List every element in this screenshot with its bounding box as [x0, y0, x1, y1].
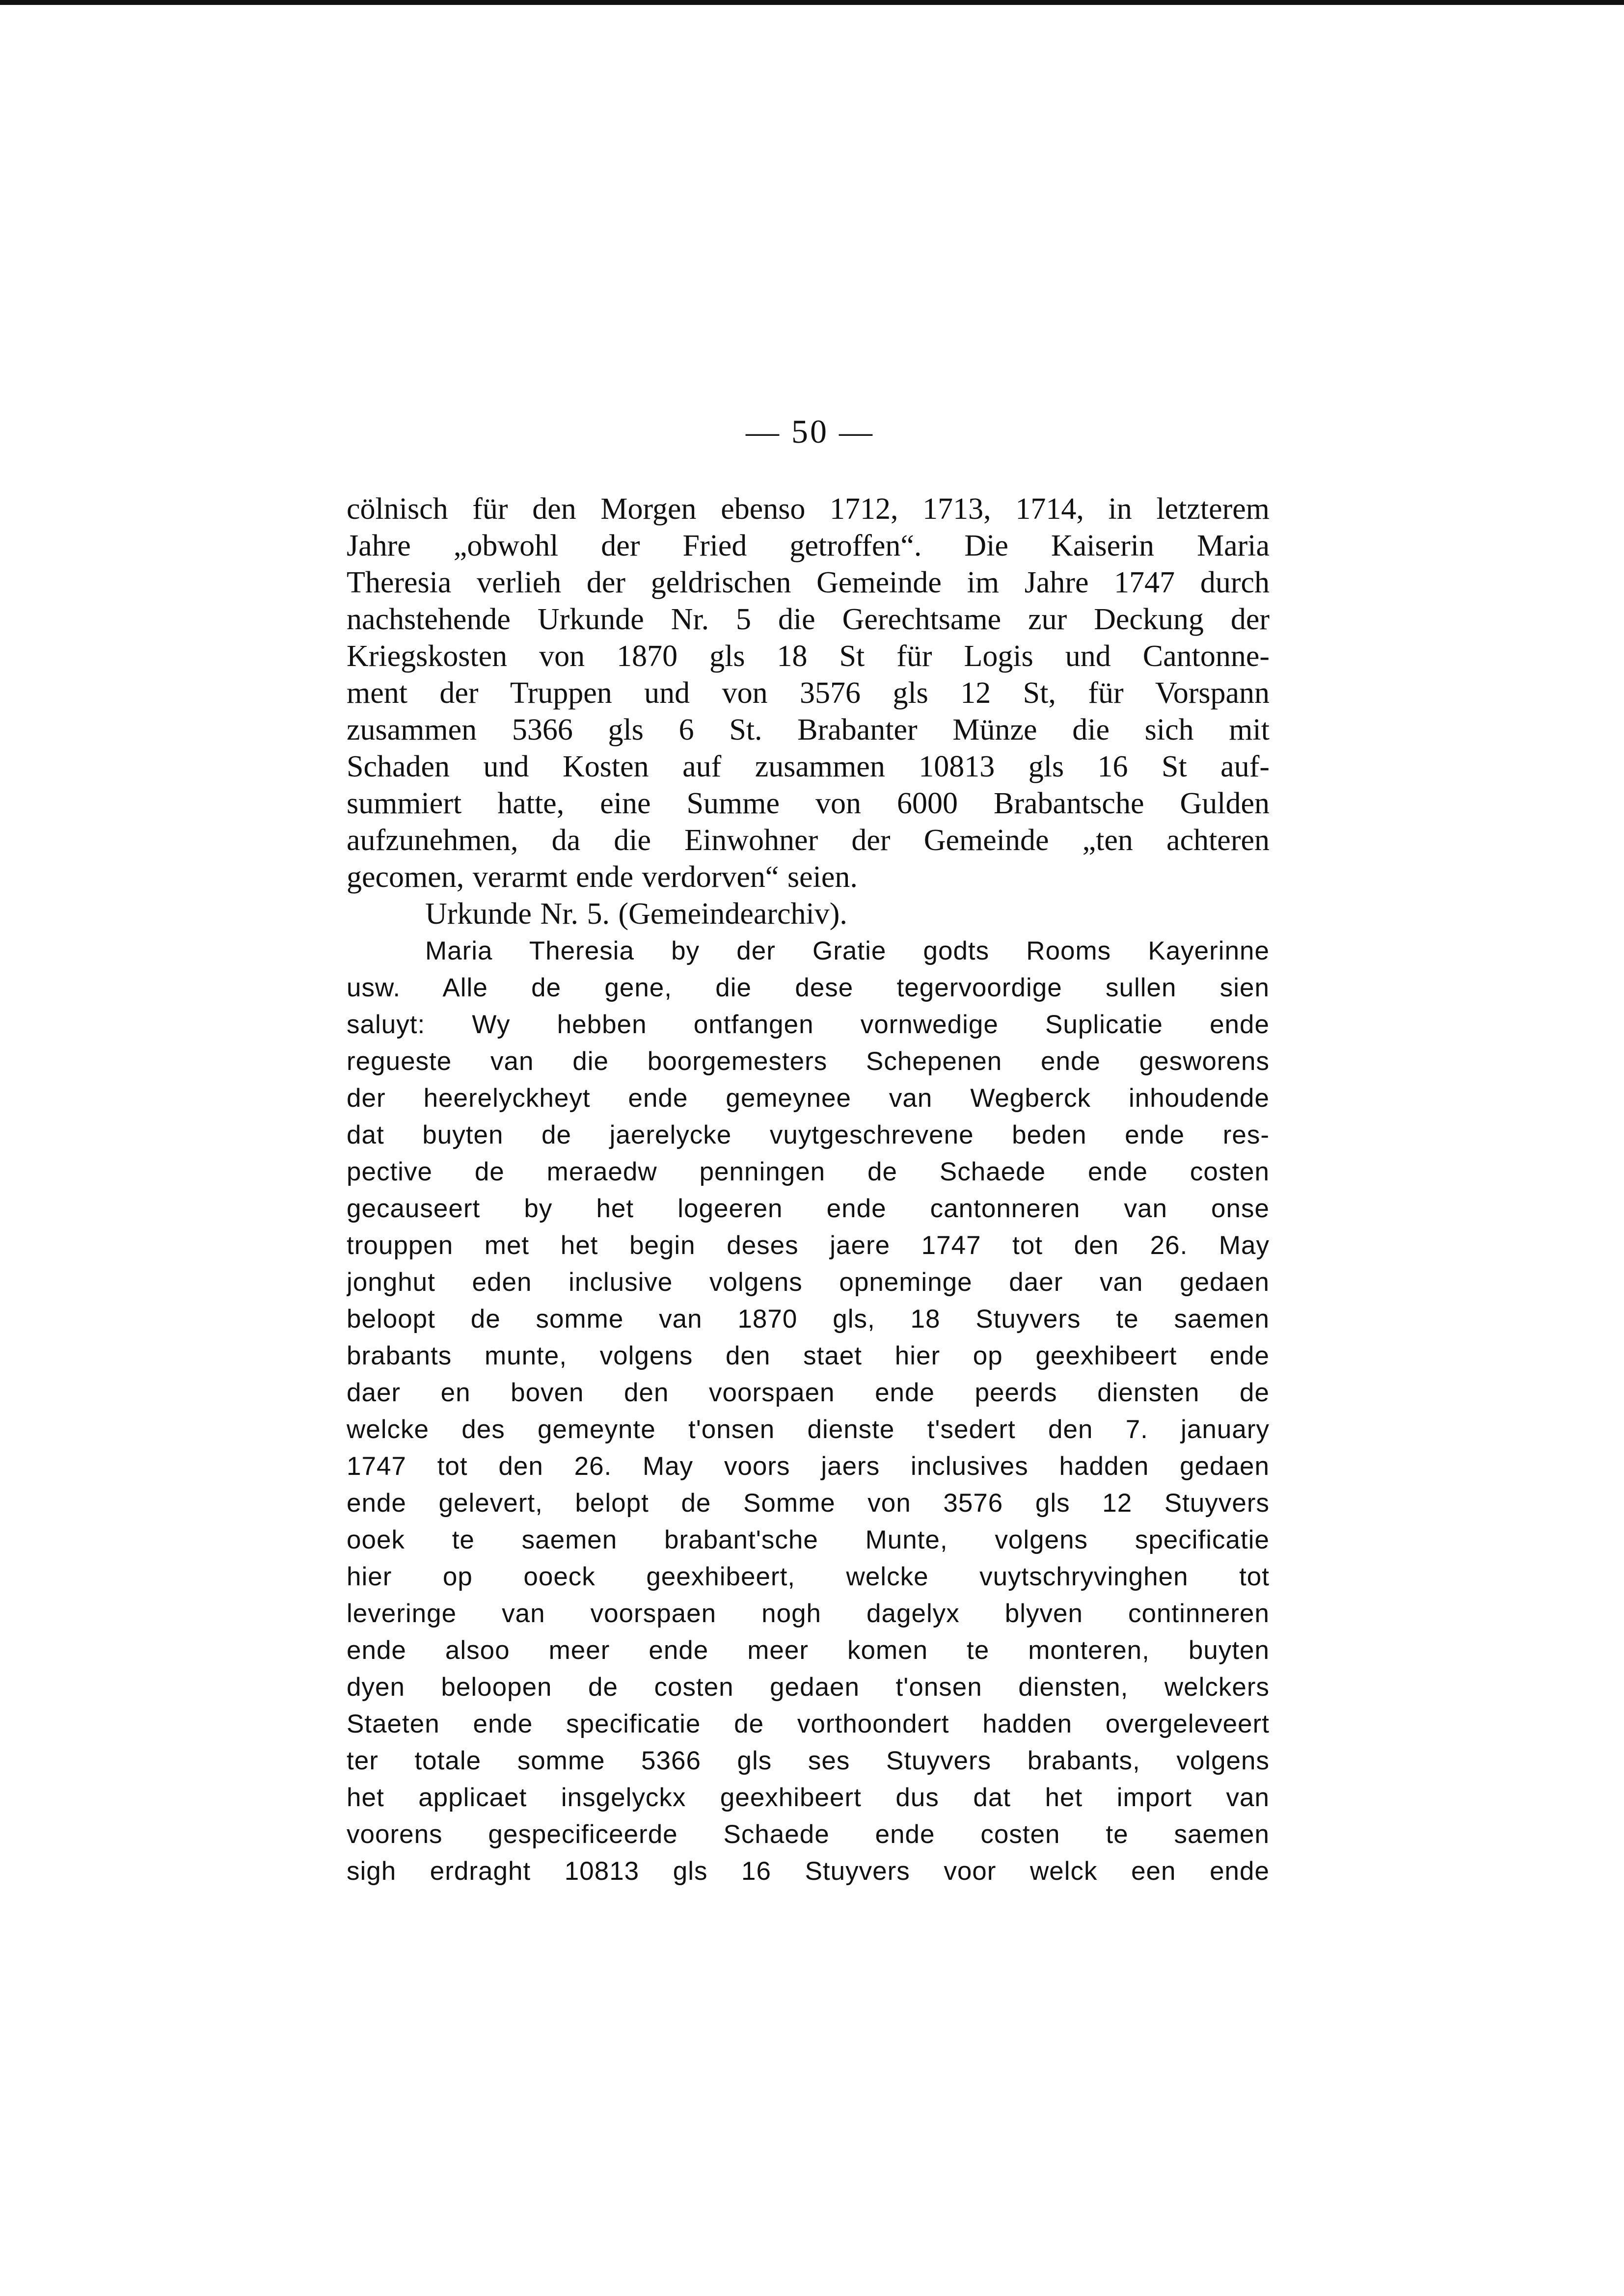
text-line: voorens gespecificeerde Schaede ende costen te saemen [347, 1820, 1270, 1849]
text-line: Kriegskosten von 1870 gls 18 St für Logis und Cantonne- [347, 640, 1270, 673]
text-line: ter totale somme 5366 gls ses Stuyvers brabants, volgens [347, 1746, 1270, 1775]
scan-top-edge [0, 0, 1624, 5]
text-line: brabants munte, volgens den staet hier op geexhibeert ende [347, 1341, 1270, 1370]
document-heading: Urkunde Nr. 5. (Gemeindearchiv). [425, 897, 847, 931]
text-line: jonghut eden inclusive volgens opneminge daer van gedaen [347, 1268, 1270, 1297]
text-line: 1747 tot den 26. May voors jaers inclusives hadden gedaen [347, 1452, 1270, 1481]
text-line: Maria Theresia by der Gratie godts Rooms Kayerinne [425, 936, 1270, 965]
text-line: trouppen met het begin deses jaere 1747 tot den 26. May [347, 1231, 1270, 1260]
text-line: der heerelyckheyt ende gemeynee van Wegberck inhoudende [347, 1084, 1270, 1113]
text-line: daer en boven den voorspaen ende peerds diensten de [347, 1378, 1270, 1407]
text-line: Schaden und Kosten auf zusammen 10813 gls 16 St auf- [347, 750, 1270, 783]
text-line: saluyt: Wy hebben ontfangen vornwedige Suplicatie ende [347, 1010, 1270, 1039]
text-line: cölnisch für den Morgen ebenso 1712, 1713, 1714, in letzterem [347, 492, 1270, 526]
text-column [347, 491, 1270, 1890]
text-line: Theresia verlieh der geldrischen Gemeinde im Jahre 1747 durch [347, 566, 1270, 599]
text-line: Staeten ende specificatie de vorthoondert hadden overgeleveert [347, 1709, 1270, 1738]
page-number: — 50 — [746, 413, 874, 450]
text-line: usw. Alle de gene, die dese tegervoordige sullen sien [347, 973, 1270, 1002]
dutch-document-text [347, 933, 1270, 1890]
text-line: leveringe van voorspaen nogh dagelyx blyven continneren [347, 1599, 1270, 1628]
text-line: beloopt de somme van 1870 gls, 18 Stuyvers te saemen [347, 1305, 1270, 1334]
text-line: hier op ooeck geexhibeert, welcke vuytschryvinghen tot [347, 1562, 1270, 1591]
text-line: dat buyten de jaerelycke vuytgeschrevene beden ende res- [347, 1121, 1270, 1149]
text-line: sigh erdraght 10813 gls 16 Stuyvers voor welck een ende [347, 1857, 1270, 1886]
text-line: het applicaet insgelyckx geexhibeert dus dat het import van [347, 1783, 1270, 1812]
text-line: ment der Truppen und von 3576 gls 12 St, für Vorspann [347, 676, 1270, 710]
text-line: nachstehende Urkunde Nr. 5 die Gerechtsame zur Deckung der [347, 603, 1270, 636]
text-line: gecomen, verarmt ende verdorven“ seien. [347, 860, 858, 894]
text-line: ende alsoo meer ende meer komen te monteren, buyten [347, 1636, 1270, 1665]
text-line: Jahre „obwohl der Fried getroffen“. Die Kaiserin Maria [347, 529, 1270, 562]
text-line: summiert hatte, eine Summe von 6000 Brabantsche Gulden [347, 787, 1270, 820]
text-line: aufzunehmen, da die Einwohner der Gemeinde „ten achteren [347, 824, 1270, 857]
text-line: zusammen 5366 gls 6 St. Brabanter Münze die sich mit [347, 713, 1270, 747]
text-line: ooek te saemen brabant'sche Munte, volgens specificatie [347, 1525, 1270, 1554]
text-line: regueste van die boorgemesters Schepenen ende gesworens [347, 1047, 1270, 1076]
text-line: welcke des gemeynte t'onsen dienste t'sedert den 7. january [347, 1415, 1270, 1444]
text-line: ende gelevert, belopt de Somme von 3576 gls 12 Stuyvers [347, 1489, 1270, 1518]
text-line: gecauseert by het logeeren ende cantonneren van onse [347, 1194, 1270, 1223]
text-line: dyen beloopen de costen gedaen t'onsen diensten, welckers [347, 1673, 1270, 1702]
german-paragraph [347, 491, 1270, 896]
text-line: pective de meraedw penningen de Schaede ende costen [347, 1157, 1270, 1186]
